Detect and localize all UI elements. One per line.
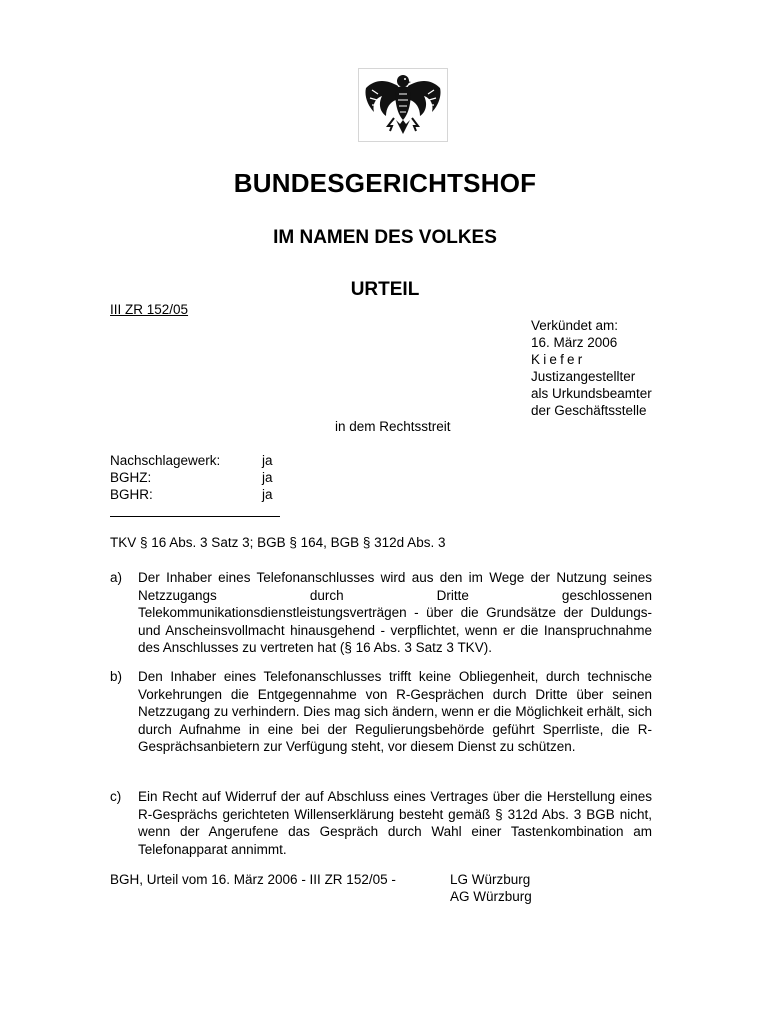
lower-court: AG Würzburg — [450, 889, 532, 904]
lookup-key: BGHR: — [110, 487, 153, 502]
headnote-text: Den Inhaber eines Telefonanschlusses trifft keine Obliegenheit, durch technische Vorkehrungen die Entgegennahme von R-Gesprächen durch Dritte über seinen Netzzugang zu verhindern. Dies mag sich ändern, wenn er die Möglichkeit erhält, sich durch Aufnahme in eine bei der Regulierungsbehörde geführt Sperrliste, die R-Gesprächsanbietern zur Verfügung steht, vor diesem Dienst zu schützen. — [138, 669, 652, 755]
court-name: BUNDESGERICHTSHOF — [233, 168, 537, 198]
lookup-value: ja — [262, 453, 273, 468]
headnote-c — [110, 788, 652, 858]
people-formula-heading: IM NAMEN DES VOLKES — [273, 227, 497, 248]
headnote-text: Der Inhaber eines Telefonanschlusses wird aus den im Wege der Nutzung seines Netzzugangs durch Dritte geschlossenen Telekommunikationsdienstleistungsverträgen - über die Grundsätze der Duldungs- und Anscheinsvollmacht hinausgehend - verpflichtet, wenn er die Inanspruchnahme des Anschlusses zu vertreten hat (§ 16 Abs. 3 Satz 3 TKV). — [138, 570, 652, 656]
lower-court: LG Würzburg — [450, 872, 531, 887]
dispute-label: in dem Rechtsstreit — [335, 419, 451, 434]
clerk-name: Kiefer — [531, 352, 586, 367]
lookup-value: ja — [262, 487, 273, 502]
lookup-key: BGHZ: — [110, 470, 152, 485]
announcement-date: 16. März 2006 — [531, 335, 618, 350]
cited-norms: TKV § 16 Abs. 3 Satz 3; BGB § 164, BGB § 312d Abs. 3 — [110, 535, 446, 550]
announcement-block — [531, 317, 652, 419]
clerk-role: als Urkundsbeamter — [531, 386, 652, 401]
headnote-label: a) — [110, 570, 123, 585]
lookup-value: ja — [262, 470, 273, 485]
clerk-title: Justizangestellter — [531, 369, 636, 384]
lookup-row — [110, 486, 273, 503]
headnote-label: b) — [110, 669, 123, 684]
headnote-b — [110, 668, 652, 756]
headnote-text: Ein Recht auf Widerruf der auf Abschluss eines Vertrages über die Herstellung eines R-Gesprächs gerichteten Willenserklärung besteht gemäß § 312d Abs. 3 BGB nicht, wenn der Angerufene das Gespräch durch Wahl einer Tastenkombination am Telefonapparat annimmt. — [138, 789, 652, 857]
headnote-label: c) — [110, 789, 122, 804]
reference-works-list — [110, 452, 273, 503]
lookup-row — [110, 452, 273, 469]
case-reference: III ZR 152/05 — [110, 302, 189, 317]
lookup-key: Nachschlagewerk: — [110, 453, 221, 468]
document-type-heading: URTEIL — [350, 279, 420, 300]
citation-footer — [110, 871, 532, 905]
headnote-a — [110, 569, 652, 657]
citation-text: BGH, Urteil vom 16. März 2006 - III ZR 152/05 - — [110, 872, 396, 887]
separator-line — [110, 516, 280, 517]
lookup-row — [110, 469, 273, 486]
announcement-label: Verkündet am: — [531, 318, 619, 333]
federal-eagle-emblem — [358, 68, 448, 142]
clerk-office: der Geschäftsstelle — [531, 403, 647, 418]
